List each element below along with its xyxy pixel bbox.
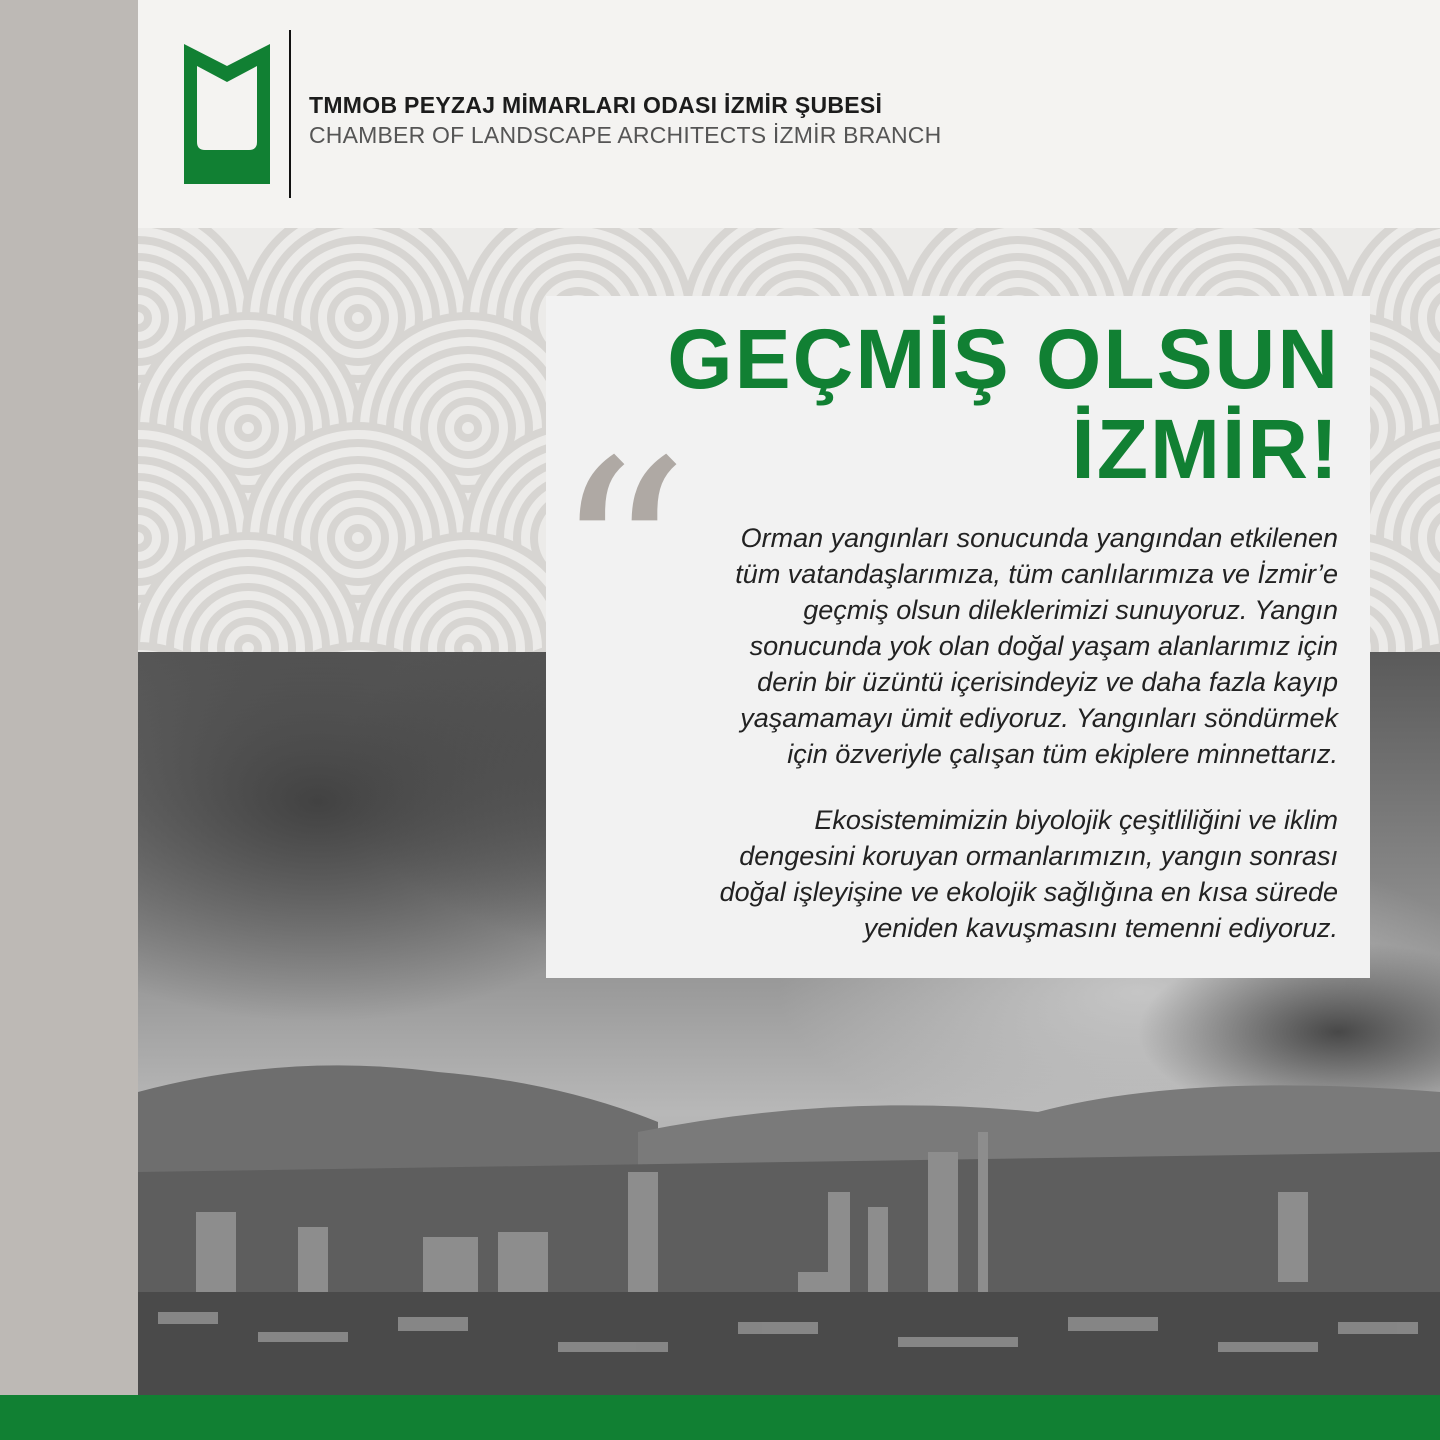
organization-subtitle: CHAMBER OF LANDSCAPE ARCHITECTS İZMİR BRANCH	[309, 122, 942, 148]
organization-title: TMMOB PEYZAJ MİMARLARI ODASI İZMİR ŞUBESİ	[309, 92, 883, 118]
headline-line-1: GEÇMİŞ OLSUN	[667, 312, 1340, 406]
message-paragraph-2: Ekosistemimizin biyolojik çeşitliliğini ve iklim dengesini koruyan ormanlarımızın, yangın sonrası doğal işleyişine ve ekolojik sağlığına en kısa sürede yeniden kavuşmasını temenni ediyoruz.	[719, 805, 1338, 943]
header-divider	[289, 30, 291, 198]
quote-mark-icon: “	[552, 403, 691, 718]
headline	[667, 314, 1340, 494]
footer-bar	[0, 1395, 1440, 1440]
message-card	[546, 296, 1370, 978]
message-paragraph-1: Orman yangınları sonucunda yangından etkilenen tüm vatandaşlarımıza, tüm canlılarımıza ve İzmir’e geçmiş olsun dileklerimizi sunuyoruz. Yangın sonucunda yok olan doğal yaşam alanlarımız için derin bir üzüntü içerisindeyiz ve daha fazla kayıp yaşamamayı ümit ediyoruz. Yangınları söndürmek için özveriyle çalışan tüm ekiplere minnettarız.	[735, 523, 1338, 769]
chamber-logo-icon	[184, 44, 270, 184]
headline-line-2: İZMİR!	[1071, 402, 1340, 496]
side-strip	[0, 0, 138, 1395]
